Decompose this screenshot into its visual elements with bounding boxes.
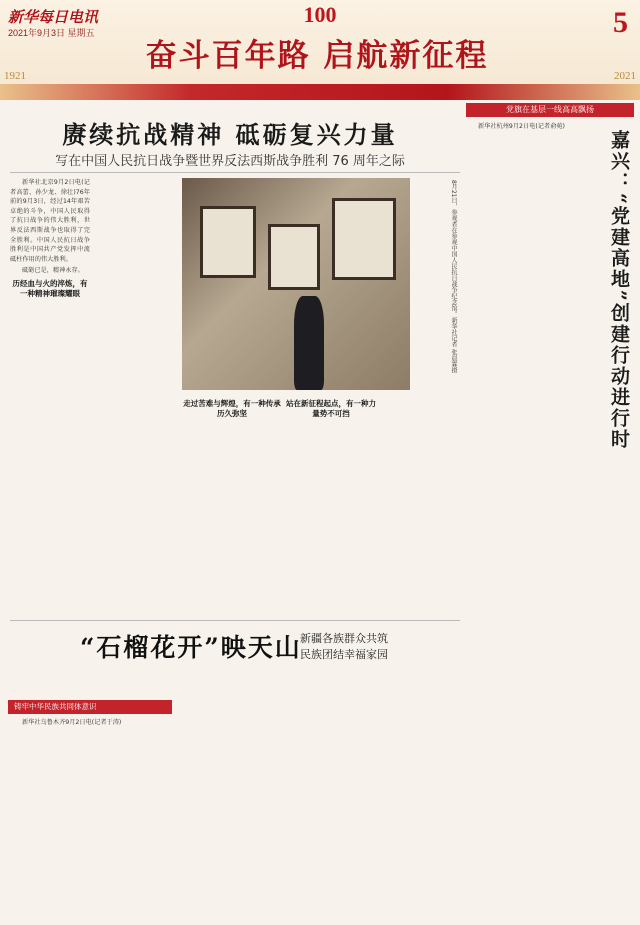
issue-date: 2021年9月3日 星期五	[8, 28, 95, 38]
lead-subhead: 写在中国人民抗日战争暨世界反法西斯战争胜利 76 周年之际	[55, 154, 405, 169]
feature-subhead-1: 新疆各族群众共筑	[300, 632, 388, 645]
masthead	[0, 0, 640, 100]
lead-column-3	[182, 396, 282, 616]
page-banner: 奋斗百年路 启航新征程	[145, 38, 489, 74]
sidebar-header: 党旗在基层一线高高飘扬	[466, 103, 634, 117]
sidebar-column	[466, 122, 580, 682]
museum-photo	[182, 178, 410, 390]
newspaper-logo: 新华每日电讯	[8, 8, 99, 26]
section-title-2: 走过苦难与辉煌，有一种传承历久弥坚	[183, 399, 281, 418]
lead-headline: 赓续抗战精神 砥砺复兴力量	[62, 120, 398, 149]
section-title-3: 站在新征程起点，有一种力量势不可挡	[286, 399, 376, 418]
lead-column-2	[94, 178, 178, 618]
divider	[10, 172, 460, 173]
feature-column-1	[10, 718, 160, 918]
feature-column-3	[313, 718, 458, 918]
year-right: 2021	[614, 70, 636, 82]
feature-column-4	[466, 690, 634, 918]
centenary-badge: 100	[303, 2, 337, 27]
page-number: 5	[613, 6, 628, 39]
lead-body-2: 砥砺已是，精神永存。	[22, 267, 84, 275]
feature-subhead-2: 民族团结幸福家园	[300, 648, 388, 661]
lead-body-1: 新华社北京9月2日电(记者高蕾、孙少龙、徐壮)76年前的9月3日，经过14年艰苦卓绝的斗争，中国人民取得了抗日战争的伟大胜利，世界反法西斯战争也取得了完全胜利。中国人民抗日战争胜利是中国共产党发挥中流砥柱作用的伟大胜利。	[10, 179, 90, 263]
feature-column-2	[164, 718, 309, 918]
section-title-1: 历经血与火的淬炼，有一种精神璀璨耀眼	[12, 278, 88, 298]
year-left: 1921	[4, 70, 26, 82]
banner-ribbon	[0, 84, 640, 100]
feature-headline: “石榴花开”映天山	[80, 633, 302, 662]
feature-dateline: 新华社乌鲁木齐9月2日电(记者于涛)	[22, 719, 122, 726]
sidebar-title: 嘉兴：“党建高地”创建行动进行时	[608, 130, 630, 450]
divider	[10, 620, 460, 621]
sidebar-dateline: 新华社杭州9月2日电(记者俞菀)	[478, 123, 565, 130]
lead-column-4	[286, 396, 376, 616]
column-bar: 铸牢中华民族共同体意识	[8, 700, 172, 714]
photo-caption: 8月21日，参观者在参观中国人民抗日战争纪念馆。新华社记者 张晨霖摄	[450, 180, 457, 374]
lead-column-1	[10, 178, 90, 618]
